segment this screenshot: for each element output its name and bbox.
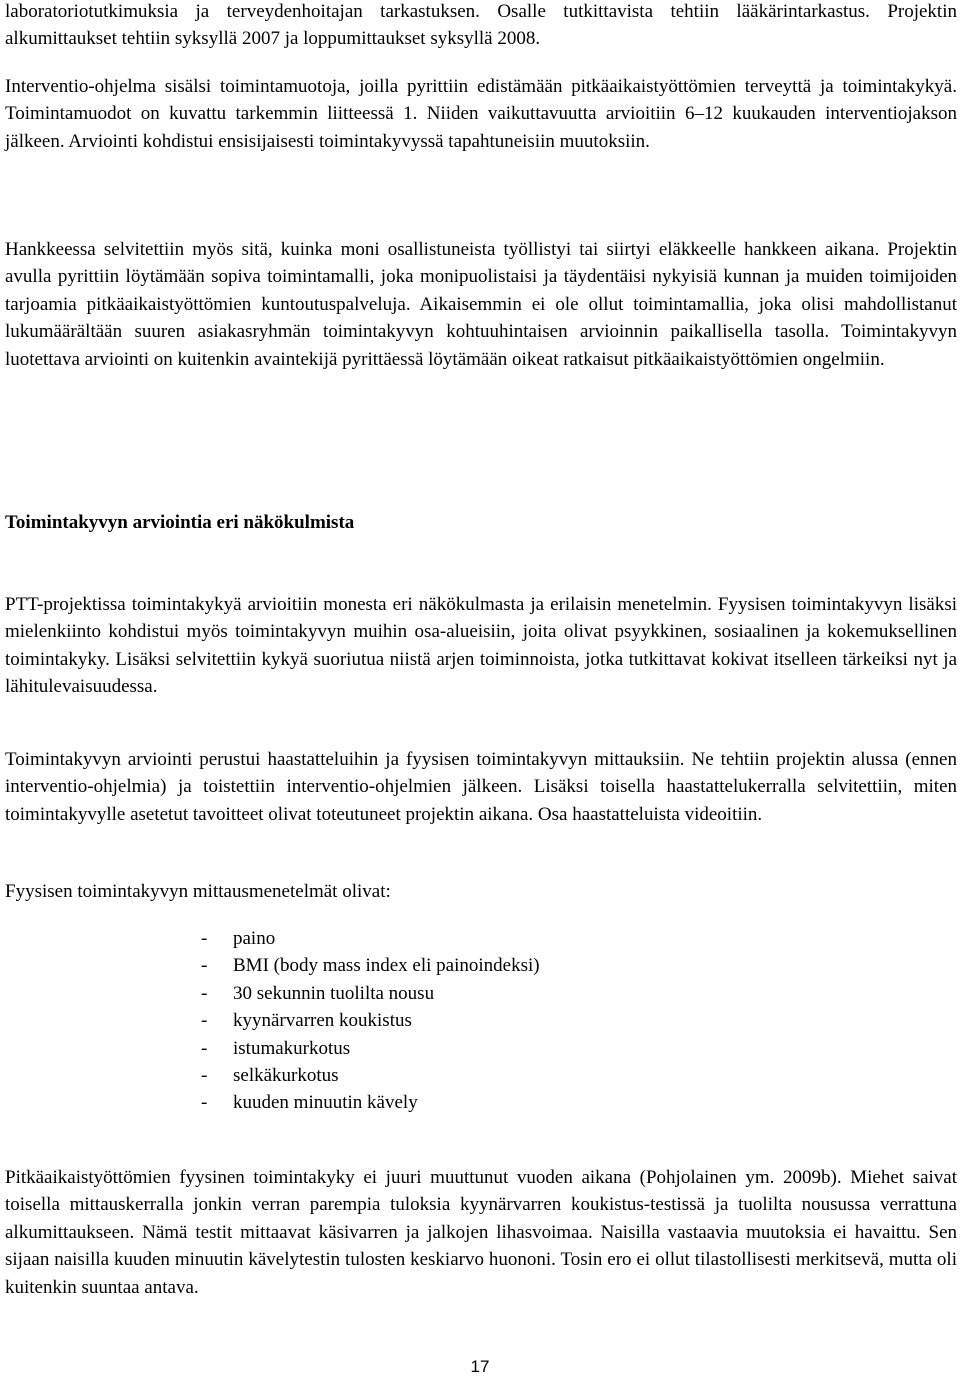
list-item-text: kuuden minuutin kävely bbox=[233, 1092, 418, 1114]
list-dash: - bbox=[201, 1010, 208, 1032]
list-item bbox=[201, 925, 540, 952]
list-item bbox=[201, 980, 540, 1007]
paragraph-intro-end: laboratoriotutkimuksia ja terveydenhoitajan tarkastuksen. Osalle tutkittavista tehtiin lääkärintarkastus. Projektin alkumittaukset tehtiin syksyllä 2007 ja loppumittaukset syksyllä 2008. bbox=[5, 1, 957, 50]
list-item-text: selkäkurkotus bbox=[233, 1065, 339, 1087]
list-item bbox=[201, 1062, 540, 1089]
list-dash: - bbox=[201, 1037, 208, 1059]
page-number: 17 bbox=[470, 1357, 490, 1376]
list-item-text: kyynärvarren koukistus bbox=[233, 1010, 412, 1032]
measurement-list bbox=[201, 925, 540, 1117]
paragraph-ptt-project: PTT-projektissa toimintakykyä arvioitiin monesta eri näkökulmasta ja erilaisin menetelmin. Fyysisen toimintakyvyn lisäksi mielenkiinto kohdistui myös toimintakyvyn muihin osa-alueisiin, joita olivat psyykkinen, sosiaalinen ja kokemuksellinen toimintakyky. Lisäksi selvitettiin kykyä suoriutua niistä arjen toiminnoista, jotka tutkittavat kokivat itselleen tärkeiksi nyt ja lähitulevaisuudessa. bbox=[5, 594, 957, 698]
paragraph-project-goals: Hankkeessa selvitettiin myös sitä, kuinka moni osallistuneista työllistyi tai siirtyi eläkkeelle hankkeen aikana. Projektin avulla pyrittiin löytämään sopiva toimintamalli, joka monipuolistaisi ja täydentäisi nykyisiä kunnan ja muiden toimijoiden tarjoamia pitkäaikaistyöttömien kuntoutuspalveluja. Aikaisemmin ei ole ollut toimintamallia, joka olisi mahdollistanut lukumäärältään suuren asiakasryhmän toimintakyvyn kohtuuhintaisen arvioinnin paikallisella tasolla. Toimintakyvyn luotettava arviointi on kuitenkin avaintekijä pyrittäessä löytämään oikeat ratkaisut pitkäaikaistyöttömien ongelmiin. bbox=[5, 239, 957, 370]
list-dash: - bbox=[201, 1092, 208, 1114]
paragraph-results: Pitkäaikaistyöttömien fyysinen toimintakyky ei juuri muuttunut vuoden aikana (Pohjolainen ym. 2009b). Miehet saivat toisella mittauskerralla jonkin verran parempia tuloksia kyynärvarren koukistus-testissä ja tuolilta nousussa verrattuna alkumittaukseen. Nämä testit mittaavat käsivarren ja jalkojen lihasvoimaa. Naisilla vastaavia muutoksia ei havaittu. Sen sijaan naisilla kuuden minuutin kävelytestin tulosten keskiarvo huononi. Tosin ero ei ollut tilastollisesti merkitsevä, mutta oli kuitenkin suuntaa antava. bbox=[5, 1167, 957, 1298]
list-dash: - bbox=[201, 982, 208, 1004]
list-item bbox=[201, 1007, 540, 1034]
list-dash: - bbox=[201, 928, 208, 949]
list-item bbox=[201, 1035, 540, 1062]
section-heading: Toimintakyvyn arviointia eri näkökulmista bbox=[5, 512, 355, 533]
list-dash: - bbox=[201, 955, 208, 977]
paragraph-intervention: Interventio-ohjelma sisälsi toimintamuotoja, joilla pyrittiin edistämään pitkäaikaistyöttömien terveyttä ja toimintakykyä. Toimintamuodot on kuvattu tarkemmin liitteessä 1. Niiden vaikuttavuutta arvioitiin 6–12 kuukauden interventiojakson jälkeen. Arviointi kohdistui ensisijaisesti toimintakyvyssä tapahtuneisiin muutoksiin. bbox=[5, 76, 957, 152]
paragraph-measurement-intro: Fyysisen toimintakyvyn mittausmenetelmät olivat: bbox=[5, 881, 391, 902]
list-item-text: BMI (body mass index eli painoindeksi) bbox=[233, 955, 540, 977]
list-dash: - bbox=[201, 1065, 208, 1087]
list-item bbox=[201, 952, 540, 979]
list-item-text: 30 sekunnin tuolilta nousu bbox=[233, 982, 435, 1004]
list-item-text: paino bbox=[233, 928, 276, 949]
list-item bbox=[201, 1089, 540, 1116]
list-item-text: istumakurkotus bbox=[233, 1037, 351, 1059]
paragraph-assessment: Toimintakyvyn arviointi perustui haastatteluihin ja fyysisen toimintakyvyn mittauksiin. Ne tehtiin projektin alussa (ennen interventio-ohjelmia) ja toistettiin interventio-ohjelmien jälkeen. Lisäksi toisella haastattelukerralla selvitettiin, miten toimintakyvylle asetetut tavoitteet olivat toteutuneet projektin aikana. Osa haastatteluista videoitiin. bbox=[5, 749, 957, 825]
